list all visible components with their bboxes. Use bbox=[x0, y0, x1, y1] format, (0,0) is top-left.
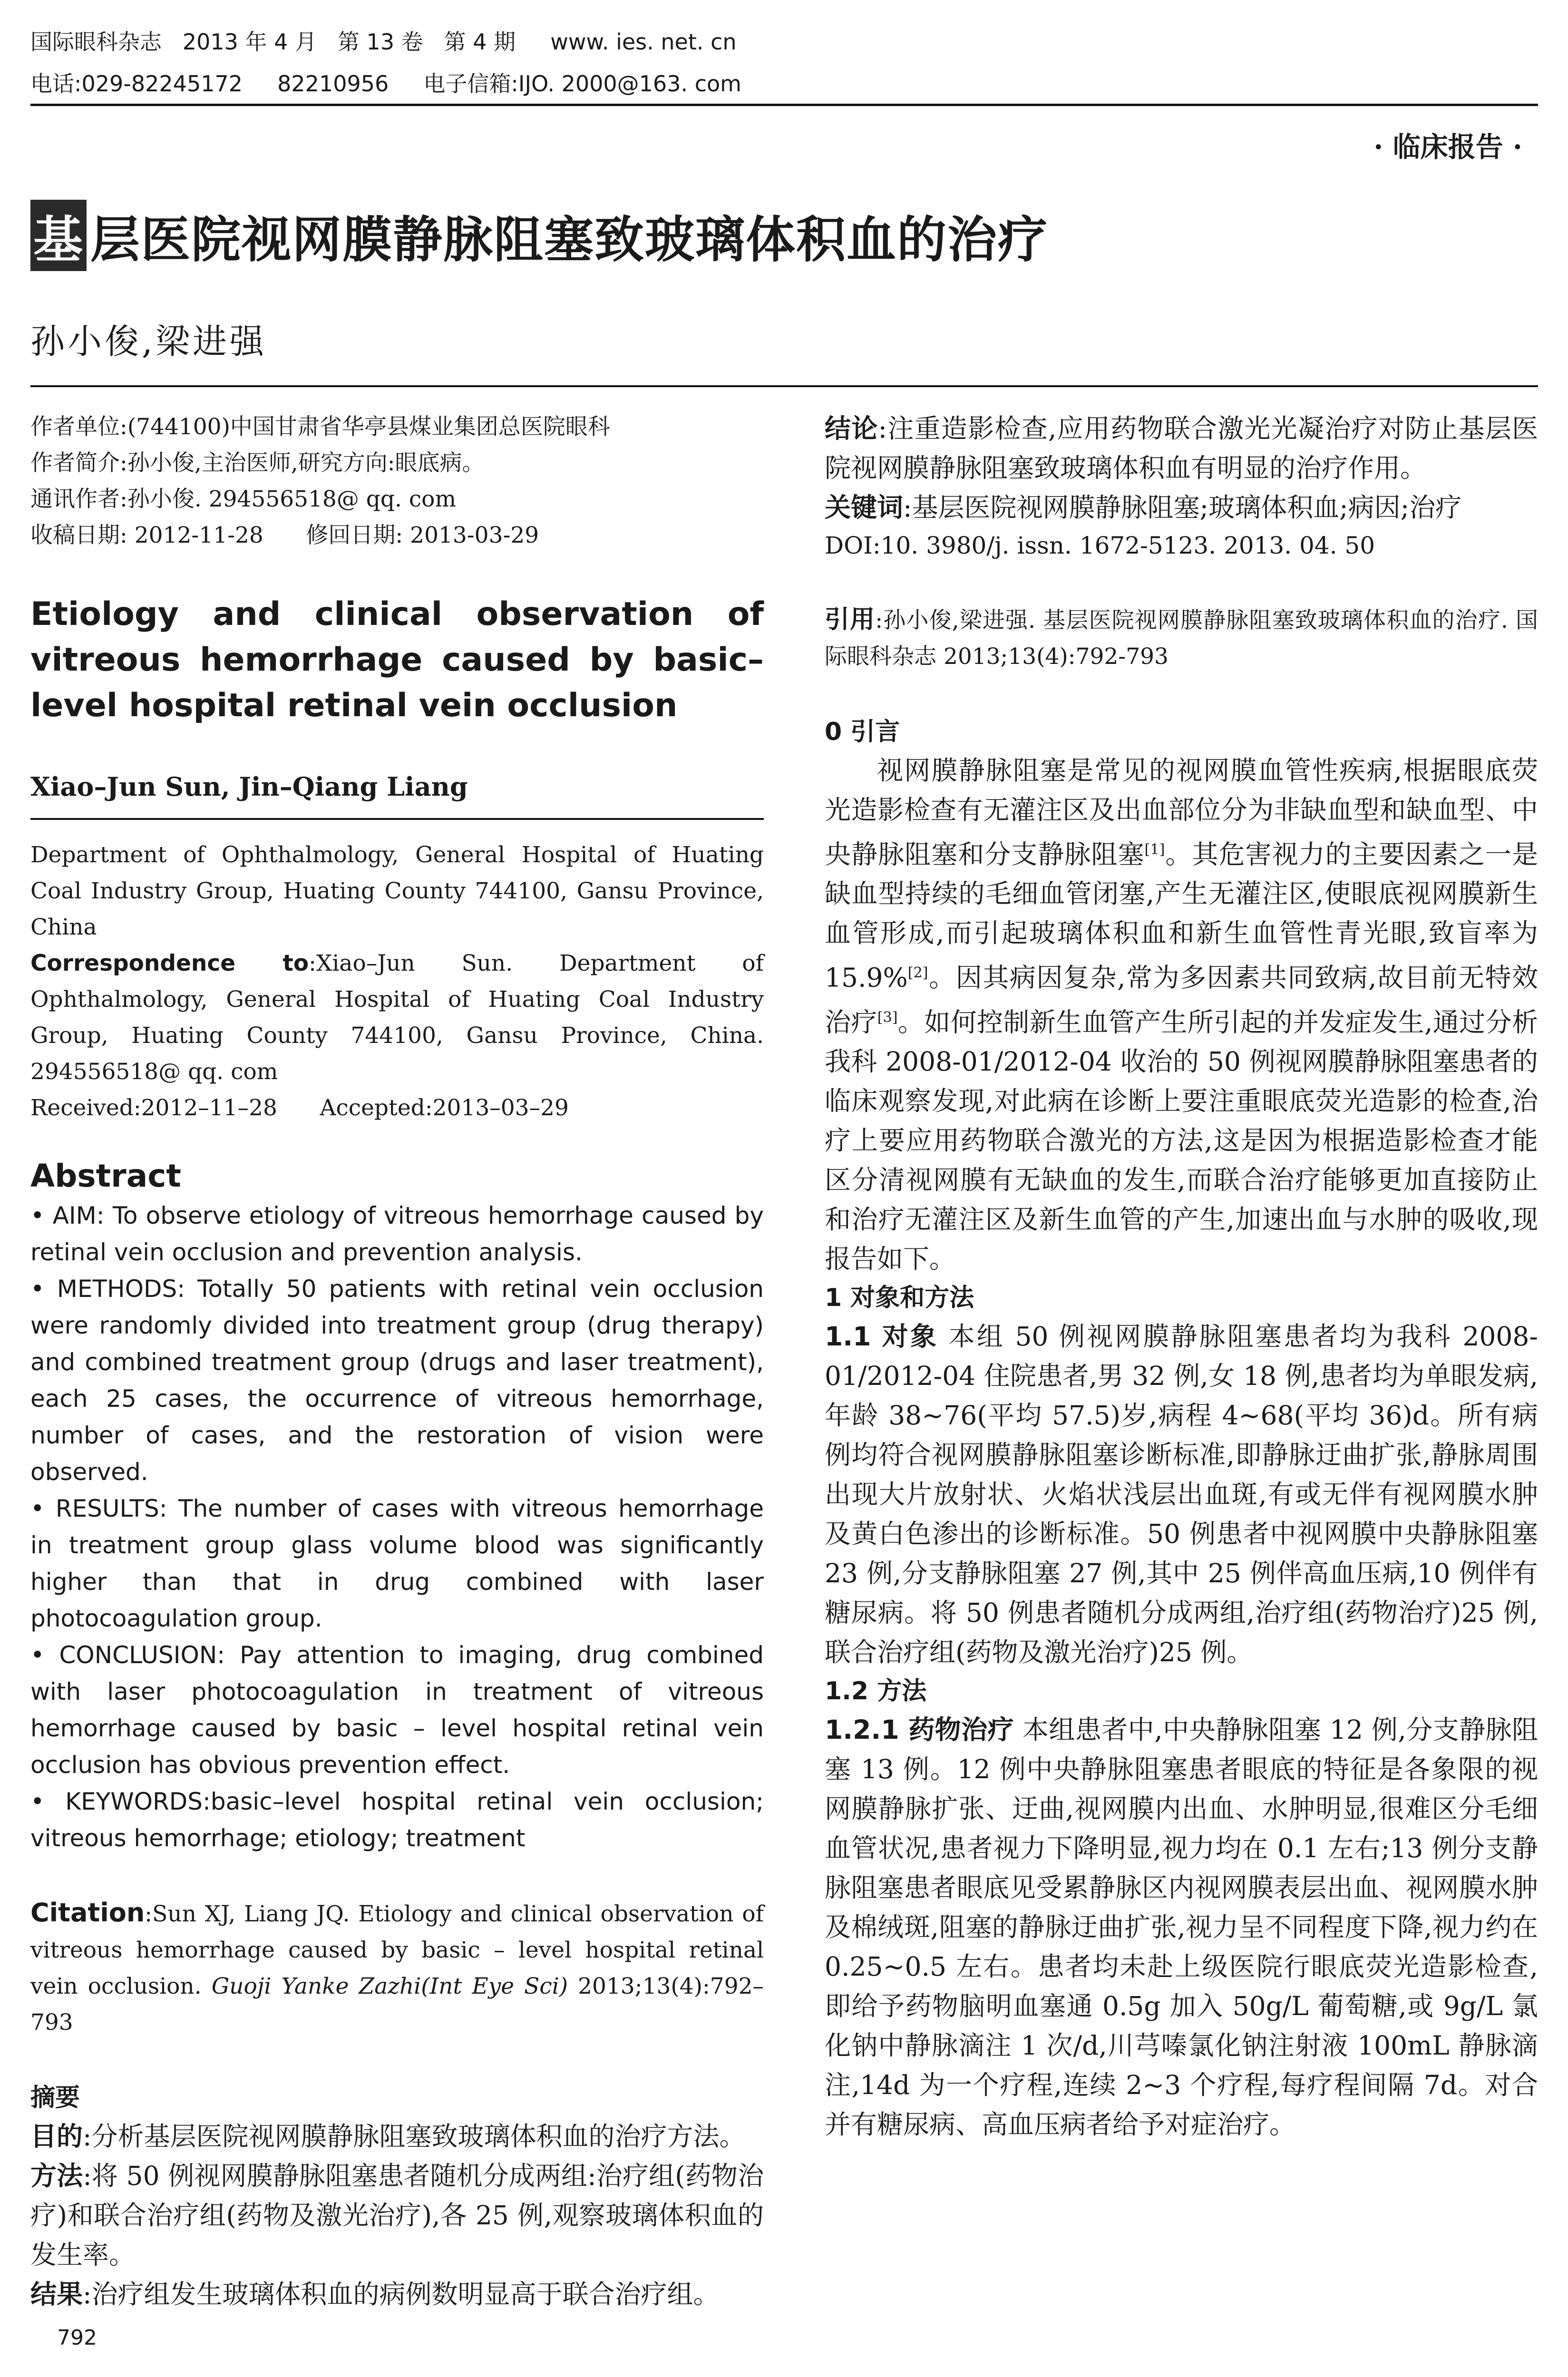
journal-header-line1: 国际眼科杂志 2013 年 4 月 第 13 卷 第 4 期 www. ies. net. cn bbox=[30, 29, 737, 55]
citation-label: Citation bbox=[30, 1898, 145, 1928]
abstract-aim: • AIM: To observe etiology of vitreous hemorrhage caused by retinal vein occlusion and prevention analysis. bbox=[30, 1202, 764, 1266]
cn-abstract-results bbox=[30, 2275, 764, 2314]
cn-abstract-methods bbox=[30, 2156, 764, 2275]
section-1-2-1-paragraph bbox=[825, 1710, 1538, 2144]
intro-text-b: 。其危害视力的主要因素之一是缺血型持续的毛细血管闭塞,产生无灌注区,使眼底视网膜新生血管形成,而引起玻璃体积血和新生血管性青光眼,致盲率为 15.9% bbox=[825, 839, 1538, 993]
abstract-results: • RESULTS: The number of cases with vitreous hemorrhage in treatment group glass volume blood was significantly higher than that in drug combined with laser photocoagulation group. bbox=[30, 1495, 764, 1632]
section-1-2-heading: 1.2 方法 bbox=[825, 1676, 927, 1705]
intro-text-a: 视网膜静脉阻塞是常见的视网膜血管性疾病,根据眼底荧光造影检查有无灌注区及出血部位分为非缺血型和缺血型、中央静脉阻塞和分支静脉阻塞 bbox=[825, 755, 1538, 870]
section-1-1-label: 1.1 对象 bbox=[825, 1321, 938, 1352]
cn-citation-label: 引用 bbox=[825, 605, 876, 634]
cn-conclusion-text: :注重造影检查,应用药物联合激光光凝治疗对防止基层医院视网膜静脉阻塞致玻璃体积血有明显的治疗作用。 bbox=[825, 413, 1538, 483]
cn-citation-text: :孙小俊,梁进强. 基层医院视网膜静脉阻塞致玻璃体积血的治疗. 国际眼科杂志 2013;13(4):792-793 bbox=[825, 607, 1538, 670]
cn-correspondence: 通讯作者:孙小俊. 294556518@ qq. com bbox=[30, 486, 457, 512]
correspondence-text: :Xiao–Jun Sun. Department of Ophthalmology, General Hospital of Huating Coal Industry Group, Huating County 744100, Gansu Province, China. 294556518@ qq. com bbox=[30, 950, 764, 1085]
cn-dates: 收稿日期: 2012-11-28 修回日期: 2013-03-29 bbox=[30, 522, 539, 548]
cn-abstract-conclusion bbox=[825, 409, 1538, 488]
doi: DOI:10. 3980/j. issn. 1672-5123. 2013. 04. 50 bbox=[825, 532, 1375, 559]
cn-methods-text: :将 50 例视网膜静脉阻塞患者随机分成两组:治疗组(药物治疗)和联合治疗组(药物及激光治疗),各 25 例,观察玻璃体积血的发生率。 bbox=[30, 2161, 764, 2270]
intro-text-d: 。如何控制新生血管产生所引起的并发症发生,通过分析我科 2008-01/2012-04 收治的 50 例视网膜静脉阻塞患者的临床观察发现,对此病在诊断上要注重眼底荧光造影的检查,治疗上要应用药物联合激光的方法,这是因为根据造影检查才能区分清视网膜有无缺血的发生,而联合治疗能够更加直接防止和治疗无灌注区及新生血管的产生,加速出血与水肿的吸收,现报告如下。 bbox=[825, 1006, 1538, 1274]
cn-keywords-label: 关键词 bbox=[825, 492, 904, 523]
english-citation bbox=[30, 1895, 764, 2041]
cn-meta bbox=[30, 409, 764, 554]
right-column bbox=[825, 409, 1538, 2144]
ref-2: [2] bbox=[907, 964, 928, 982]
english-authors: Xiao–Jun Sun, Jin–Qiang Liang bbox=[30, 771, 468, 802]
journal-header-line2: 电话:029-82245172 82210956 电子信箱:IJO. 2000@163. com bbox=[30, 71, 741, 97]
english-title: Etiology and clinical observation of vitreous hemorrhage caused by basic–level hospital retinal vein occlusion bbox=[30, 595, 764, 724]
citation-tail: 2013;13(4):792–793 bbox=[30, 1973, 764, 2036]
page-number: 792 bbox=[57, 2326, 97, 2350]
cn-results-label: 结果 bbox=[30, 2279, 83, 2309]
cn-abstract-aim bbox=[30, 2117, 764, 2156]
citation-journal: Guoji Yanke Zazhi(Int Eye Sci) bbox=[211, 1973, 568, 1999]
intro-text-c: 。因其病因复杂,常为多因素共同致病,故目前无特效治疗 bbox=[825, 962, 1538, 1037]
cn-author-intro: 作者简介:孙小俊,主治医师,研究方向:眼底病。 bbox=[30, 450, 485, 476]
cn-aim-label: 目的 bbox=[30, 2121, 83, 2152]
section-0-paragraph bbox=[825, 751, 1538, 1279]
cn-keywords-text: :基层医院视网膜静脉阻塞;玻璃体积血;病因;治疗 bbox=[903, 492, 1462, 523]
article-title bbox=[30, 200, 1048, 271]
cn-citation bbox=[825, 602, 1538, 675]
cn-abstract-keywords bbox=[825, 488, 1538, 527]
section-1-1-paragraph bbox=[825, 1317, 1538, 1672]
english-authors-rule bbox=[30, 818, 764, 820]
section-1-2-1-text: 本组患者中,中央静脉阻塞 12 例,分支静脉阻塞 13 例。12 例中央静脉阻塞患者眼底的特征是各象限的视网膜静脉扩张、迂曲,视网膜内出血、水肿明显,很难区分毛细血管状况,患者视力下降明显,视力均在 0.1 左右;13 例分支静脉阻塞患者眼底见受累静脉区内视网膜表层出血、视网膜水肿及棉绒斑,阻塞的静脉迂曲扩张,视力呈不同程度下降,视力约在 0.25~0.5 左右。患者均未赴上级医院行眼底荧光造影检查,即给予药物脑明血塞通 0.5g 加入 50g/L 葡萄糖,或 9g/L 氯化钠中静脉滴注 1 次/d,川芎嗪氯化钠注射液 100mL 静脉滴注,14d 为一个疗程,连续 2~3 个疗程,每疗程间隔 7d。对合并有糖尿病、高血压病者给予对症治疗。 bbox=[825, 1714, 1538, 2140]
section-1-1-text: 本组 50 例视网膜静脉阻塞患者均为我科 2008-01/2012-04 住院患者,男 32 例,女 18 例,患者均为单眼发病,年龄 38~76(平均 57.5)岁,病程 4~68(平均 36)d。所有病例均符合视网膜静脉阻塞诊断标准,即静脉迂曲扩张,静脉周围出现大片放射状、火焰状浅层出血斑,有或无伴有视网膜水肿及黄白色渗出的诊断标准。50 例患者中视网膜中央静脉阻塞 23 例,分支静脉阻塞 27 例,其中 25 例伴高血压病,10 例伴有糖尿病。将 50 例患者随机分成两组,治疗组(药物治疗)25 例,联合治疗组(药物及激光治疗)25 例。 bbox=[825, 1321, 1538, 1667]
left-column bbox=[30, 409, 764, 2314]
english-received: Received:2012–11–28 Accepted:2013–03–29 bbox=[30, 1095, 569, 1121]
section-0-heading: 0 引言 bbox=[825, 718, 900, 746]
abstract-keywords: • KEYWORDS:basic–level hospital retinal vein occlusion; vitreous hemorrhage; etiology; treatment bbox=[30, 1788, 764, 1852]
cn-affiliation: 作者单位:(744100)中国甘肃省华亭县煤业集团总医院眼科 bbox=[30, 414, 610, 440]
abstract-heading: Abstract bbox=[30, 1158, 181, 1194]
header-rule bbox=[30, 104, 1538, 106]
correspondence-label: Correspondence to bbox=[30, 950, 309, 976]
abstract-methods: • METHODS: Totally 50 patients with retinal vein occlusion were randomly divided into treatment group (drug therapy) and combined treatment group (drugs and laser treatment), each 25 cases, the occurrence of vitreous hemorrhage, number of cases, and the restoration of vision were observed. bbox=[30, 1275, 764, 1486]
english-affiliation: Department of Ophthalmology, General Hospital of Huating Coal Industry Group, Huating County 744100, Gansu Province, China bbox=[30, 842, 764, 940]
title-drop-cap: 基 bbox=[30, 200, 87, 271]
authors-rule bbox=[30, 385, 1538, 387]
cn-abstract-heading: 摘要 bbox=[30, 2084, 80, 2112]
english-correspondence bbox=[30, 945, 764, 1090]
title-rest: 层医院视网膜静脉阻塞致玻璃体积血的治疗 bbox=[90, 211, 1049, 269]
section-tag: · 临床报告 · bbox=[1373, 131, 1522, 163]
ref-1: [1] bbox=[1144, 841, 1165, 858]
cn-methods-label: 方法 bbox=[30, 2161, 83, 2191]
article-authors: 孙小俊,梁进强 bbox=[30, 321, 267, 361]
cn-aim-text: :分析基层医院视网膜静脉阻塞致玻璃体积血的治疗方法。 bbox=[83, 2121, 746, 2152]
citation-text: :Sun XJ, Liang JQ. Etiology and clinical observation of vitreous hemorrhage caused by basic – level hospital retinal vein occlusion. bbox=[30, 1901, 764, 1999]
cn-conclusion-label: 结论 bbox=[825, 413, 878, 444]
section-1-2-1-label: 1.2.1 药物治疗 bbox=[825, 1714, 1014, 1745]
ref-3: [3] bbox=[877, 1009, 898, 1026]
abstract-conclusion: • CONCLUSION: Pay attention to imaging, drug combined with laser photocoagulation in treatment of vitreous hemorrhage caused by basic – level hospital retinal vein occlusion has obvious prevention effect. bbox=[30, 1641, 764, 1779]
section-1-heading: 1 对象和方法 bbox=[825, 1283, 974, 1312]
cn-results-text: :治疗组发生玻璃体积血的病例数明显高于联合治疗组。 bbox=[83, 2279, 720, 2309]
